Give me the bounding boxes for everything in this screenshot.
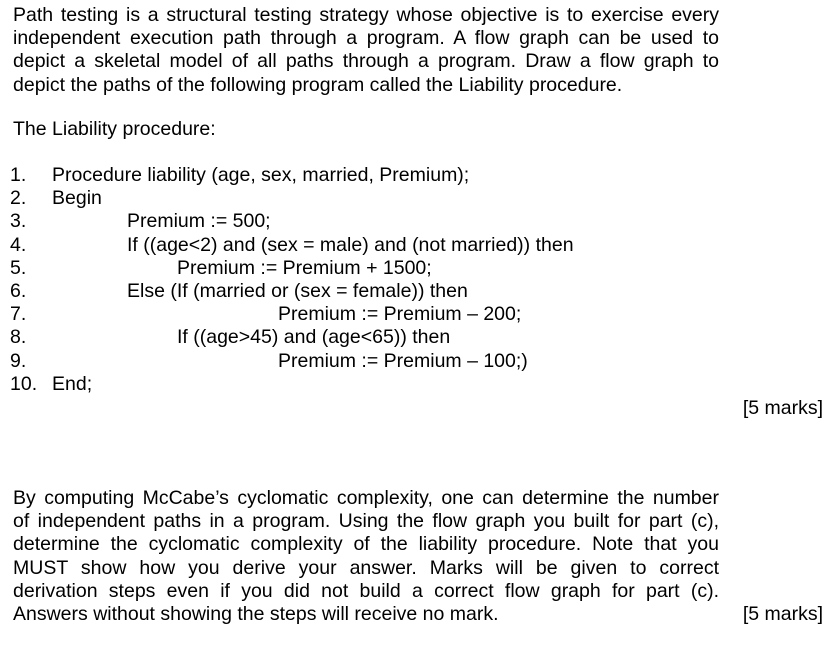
question-line: MUST show how you derive your answer. Marks will be given to correct xyxy=(13,556,719,579)
line-number: 8. xyxy=(10,326,27,349)
line-number: 9. xyxy=(10,349,27,372)
line-number: 10. xyxy=(10,372,38,395)
line-number: 2. xyxy=(10,187,27,210)
procedure-heading: The Liability procedure: xyxy=(13,118,216,140)
code-text: Procedure liability (age, sex, married, Premium); xyxy=(52,164,470,186)
question-line: Answers without showing the steps will receive no mark. xyxy=(13,603,499,626)
code-text: If ((age>45) and (age<65)) then xyxy=(177,326,451,349)
question-line: By computing McCabe’s cyclomatic complexity, one can determine the number xyxy=(13,487,719,509)
question-line: of independent paths in a program. Using the flow graph you built for part (c), xyxy=(13,510,719,533)
intro-line: independent execution path through a program. A flow graph can be used to xyxy=(13,27,719,50)
code-text: Premium := Premium – 200; xyxy=(278,303,522,326)
intro-paragraph xyxy=(13,4,719,97)
code-text: Else (If (married or (sex = female)) then xyxy=(127,279,468,302)
marks-label: [5 marks] xyxy=(742,397,823,419)
code-text: Premium := 500; xyxy=(127,210,271,233)
question-paragraph xyxy=(13,487,719,626)
code-text: Premium := Premium + 1500; xyxy=(177,256,432,279)
line-number: 1. xyxy=(10,164,27,186)
question-line: derivation steps even if you did not build a correct flow graph for part (c). xyxy=(13,579,719,602)
intro-line: depict a skeletal model of all paths through a program. Draw a flow graph to xyxy=(13,50,719,73)
line-number: 6. xyxy=(10,279,27,302)
intro-line: Path testing is a structural testing strategy whose objective is to exercise every xyxy=(13,4,719,26)
code-text: If ((age<2) and (sex = male) and (not married)) then xyxy=(127,233,574,256)
line-number: 3. xyxy=(10,210,27,233)
marks-label: [5 marks] xyxy=(742,603,823,625)
code-text: Begin xyxy=(52,187,102,210)
code-text: End; xyxy=(52,372,93,395)
code-text: Premium := Premium – 100;) xyxy=(278,349,528,372)
intro-line: depict the paths of the following program called the Liability procedure. xyxy=(13,73,623,96)
line-number: 7. xyxy=(10,303,27,326)
line-number: 4. xyxy=(10,233,27,256)
question-line: determine the cyclomatic complexity of the liability procedure. Note that you xyxy=(13,533,719,556)
line-number: 5. xyxy=(10,256,27,279)
